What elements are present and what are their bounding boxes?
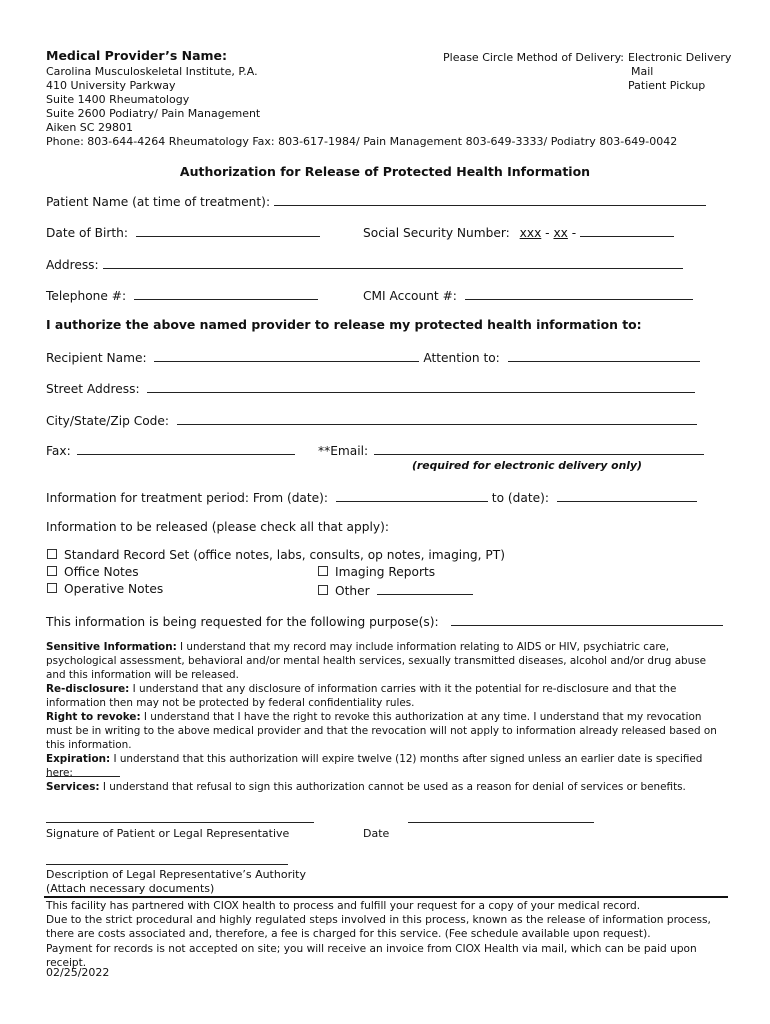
email-label: **Email:	[318, 444, 369, 458]
services-paragraph	[46, 781, 726, 795]
expiration-paragraph	[46, 753, 726, 781]
provider-name: Carolina Musculoskeletal Institute, P.A.	[46, 65, 258, 78]
address-field[interactable]	[103, 256, 683, 269]
purpose-row	[46, 613, 723, 629]
fax-row	[46, 442, 295, 458]
date-label: Date	[363, 827, 390, 840]
provider-suite-rheum: Suite 1400 Rheumatology	[46, 93, 190, 106]
email-note: (required for electronic delivery only)	[412, 459, 642, 472]
address-row	[46, 256, 683, 272]
cmi-row	[363, 287, 693, 303]
option-imaging[interactable]	[318, 565, 435, 579]
redisclosure-text: I understand that any disclosure of information carries with it the potential for re-disclosure and that the information then may not be protected by federal confidentiality rules.	[46, 683, 677, 709]
delivery-option-electronic[interactable]: Electronic Delivery	[628, 51, 732, 64]
recipient-name-row	[46, 349, 700, 365]
option-operative-label: Operative Notes	[64, 582, 164, 596]
street-field[interactable]	[147, 380, 695, 393]
recipient-name-field[interactable]	[154, 349, 419, 362]
option-imaging-label: Imaging Reports	[335, 565, 436, 579]
attention-field[interactable]	[508, 349, 700, 362]
email-field[interactable]	[374, 442, 704, 455]
delivery-option-pickup[interactable]: Patient Pickup	[628, 79, 706, 92]
city-row	[46, 412, 697, 428]
option-operative[interactable]	[47, 582, 163, 596]
sensitive-paragraph	[46, 641, 726, 682]
delivery-option-mail[interactable]: Mail	[631, 65, 654, 78]
provider-heading: Medical Provider’s Name:	[46, 48, 228, 63]
provider-city: Aiken SC 29801	[46, 121, 133, 134]
option-other-label: Other	[335, 584, 370, 598]
dob-label: Date of Birth:	[46, 226, 128, 240]
other-field[interactable]	[377, 582, 473, 595]
option-standard[interactable]	[47, 548, 505, 562]
revoke-paragraph	[46, 711, 726, 752]
period-from-field[interactable]	[336, 489, 488, 502]
dob-row	[46, 224, 320, 240]
provider-suite-pain: Suite 2600 Podiatry/ Pain Management	[46, 107, 261, 120]
ssn-part2[interactable]: xx	[553, 226, 568, 240]
street-row	[46, 380, 695, 396]
checkbox-other[interactable]	[318, 585, 328, 595]
purpose-label: This information is being requested for the following purpose(s):	[46, 615, 439, 629]
checkbox-operative[interactable]	[47, 583, 57, 593]
telephone-row	[46, 287, 318, 303]
provider-street: 410 University Parkway	[46, 79, 176, 92]
footer-divider	[44, 896, 728, 898]
redisclosure-paragraph	[46, 683, 726, 711]
option-other[interactable]	[318, 582, 473, 598]
telephone-label: Telephone #:	[46, 289, 127, 303]
fax-field[interactable]	[77, 442, 295, 455]
attach-label: (Attach necessary documents)	[46, 882, 215, 895]
provider-phone: Phone: 803-644-4264 Rheumatology Fax: 803-617-1984/ Pain Management 803-649-3333/ Podiatry 803-649-0042	[46, 135, 678, 148]
option-standard-label: Standard Record Set (office notes, labs, consults, op notes, imaging, PT)	[64, 548, 505, 562]
option-office[interactable]	[47, 565, 139, 579]
ssn-sep2: -	[571, 226, 577, 240]
form-title: Authorization for Release of Protected Health Information	[179, 164, 591, 179]
fax-label: Fax:	[46, 444, 71, 458]
period-row	[46, 489, 697, 505]
legal-authority-label: Description of Legal Representative’s Authority	[46, 868, 306, 881]
authorize-heading: I authorize the above named provider to release my protected health information to:	[46, 317, 642, 332]
checkbox-standard[interactable]	[47, 549, 57, 559]
city-field[interactable]	[177, 412, 697, 425]
ssn-part1[interactable]: xxx	[519, 226, 542, 240]
city-label: City/State/Zip Code:	[46, 414, 170, 428]
delivery-prompt: Please Circle Method of Delivery:	[443, 51, 624, 64]
patient-name-field[interactable]	[274, 193, 706, 206]
period-to-field[interactable]	[557, 489, 697, 502]
purpose-field[interactable]	[451, 613, 723, 626]
footer-fees: Due to the strict procedural and highly regulated steps involved in this process, known as the release of information process, there are costs associated and, therefore, a fee is charged for this service. (Fee schedule available upon request).	[46, 914, 711, 941]
email-row	[318, 442, 704, 458]
ssn-sep1: -	[545, 226, 550, 240]
patient-name-row	[46, 193, 706, 209]
release-prompt: Information to be released (please check all that apply):	[46, 520, 389, 534]
option-office-label: Office Notes	[64, 565, 139, 579]
checkbox-office[interactable]	[47, 566, 57, 576]
expiration-text: I understand that this authorization will expire twelve (12) months after signed unless an earlier date is specified here:	[46, 753, 703, 779]
date-line[interactable]	[408, 812, 594, 823]
recipient-name-label: Recipient Name:	[46, 351, 147, 365]
attention-label: Attention to:	[423, 351, 500, 365]
revoke-text: I understand that I have the right to revoke this authorization at any time. I understand that my revocation must be in writing to the above medical provider and that the revocation will not apply to information already released based on this information.	[46, 711, 717, 751]
telephone-field[interactable]	[134, 287, 318, 300]
expiration-label: Expiration:	[46, 753, 111, 765]
patient-name-label: Patient Name (at time of treatment):	[46, 195, 271, 209]
revoke-label: Right to revoke:	[46, 711, 141, 723]
footer-payment: Payment for records is not accepted on site; you will receive an invoice from CIOX Health via mail, which can be paid upon receipt.	[46, 943, 697, 970]
services-label: Services:	[46, 781, 100, 793]
address-label: Address:	[46, 258, 99, 272]
cmi-field[interactable]	[465, 287, 693, 300]
signature-label: Signature of Patient or Legal Representative	[46, 827, 290, 840]
ssn-row	[363, 224, 674, 240]
sensitive-label: Sensitive Information:	[46, 641, 177, 653]
services-text: I understand that refusal to sign this authorization cannot be used as a reason for denial of services or benefits.	[99, 781, 686, 793]
expiration-date-field[interactable]	[46, 768, 120, 777]
period-from-label: Information for treatment period: From (date):	[46, 491, 329, 505]
checkbox-imaging[interactable]	[318, 566, 328, 576]
ssn-last4-field[interactable]	[580, 224, 674, 237]
street-label: Street Address:	[46, 382, 140, 396]
form-date: 02/25/2022	[46, 966, 110, 979]
legal-authority-line[interactable]	[46, 854, 288, 865]
cmi-label: CMI Account #:	[363, 289, 457, 303]
period-to-label: to (date):	[491, 491, 550, 505]
ssn-label: Social Security Number:	[363, 226, 510, 240]
footer-partner: This facility has partnered with CIOX health to process and fulfill your request for a copy of your medical record.	[46, 900, 641, 912]
signature-line[interactable]	[46, 812, 314, 823]
redisclosure-label: Re-disclosure:	[46, 683, 130, 695]
sensitive-text: I understand that my record may include information relating to AIDS or HIV, psychiatric care, psychological assessment, behavioral and/or mental health services, sexually transmitted diseases, alcohol and/or drug abuse and this information will be released.	[46, 641, 707, 681]
dob-field[interactable]	[136, 224, 320, 237]
